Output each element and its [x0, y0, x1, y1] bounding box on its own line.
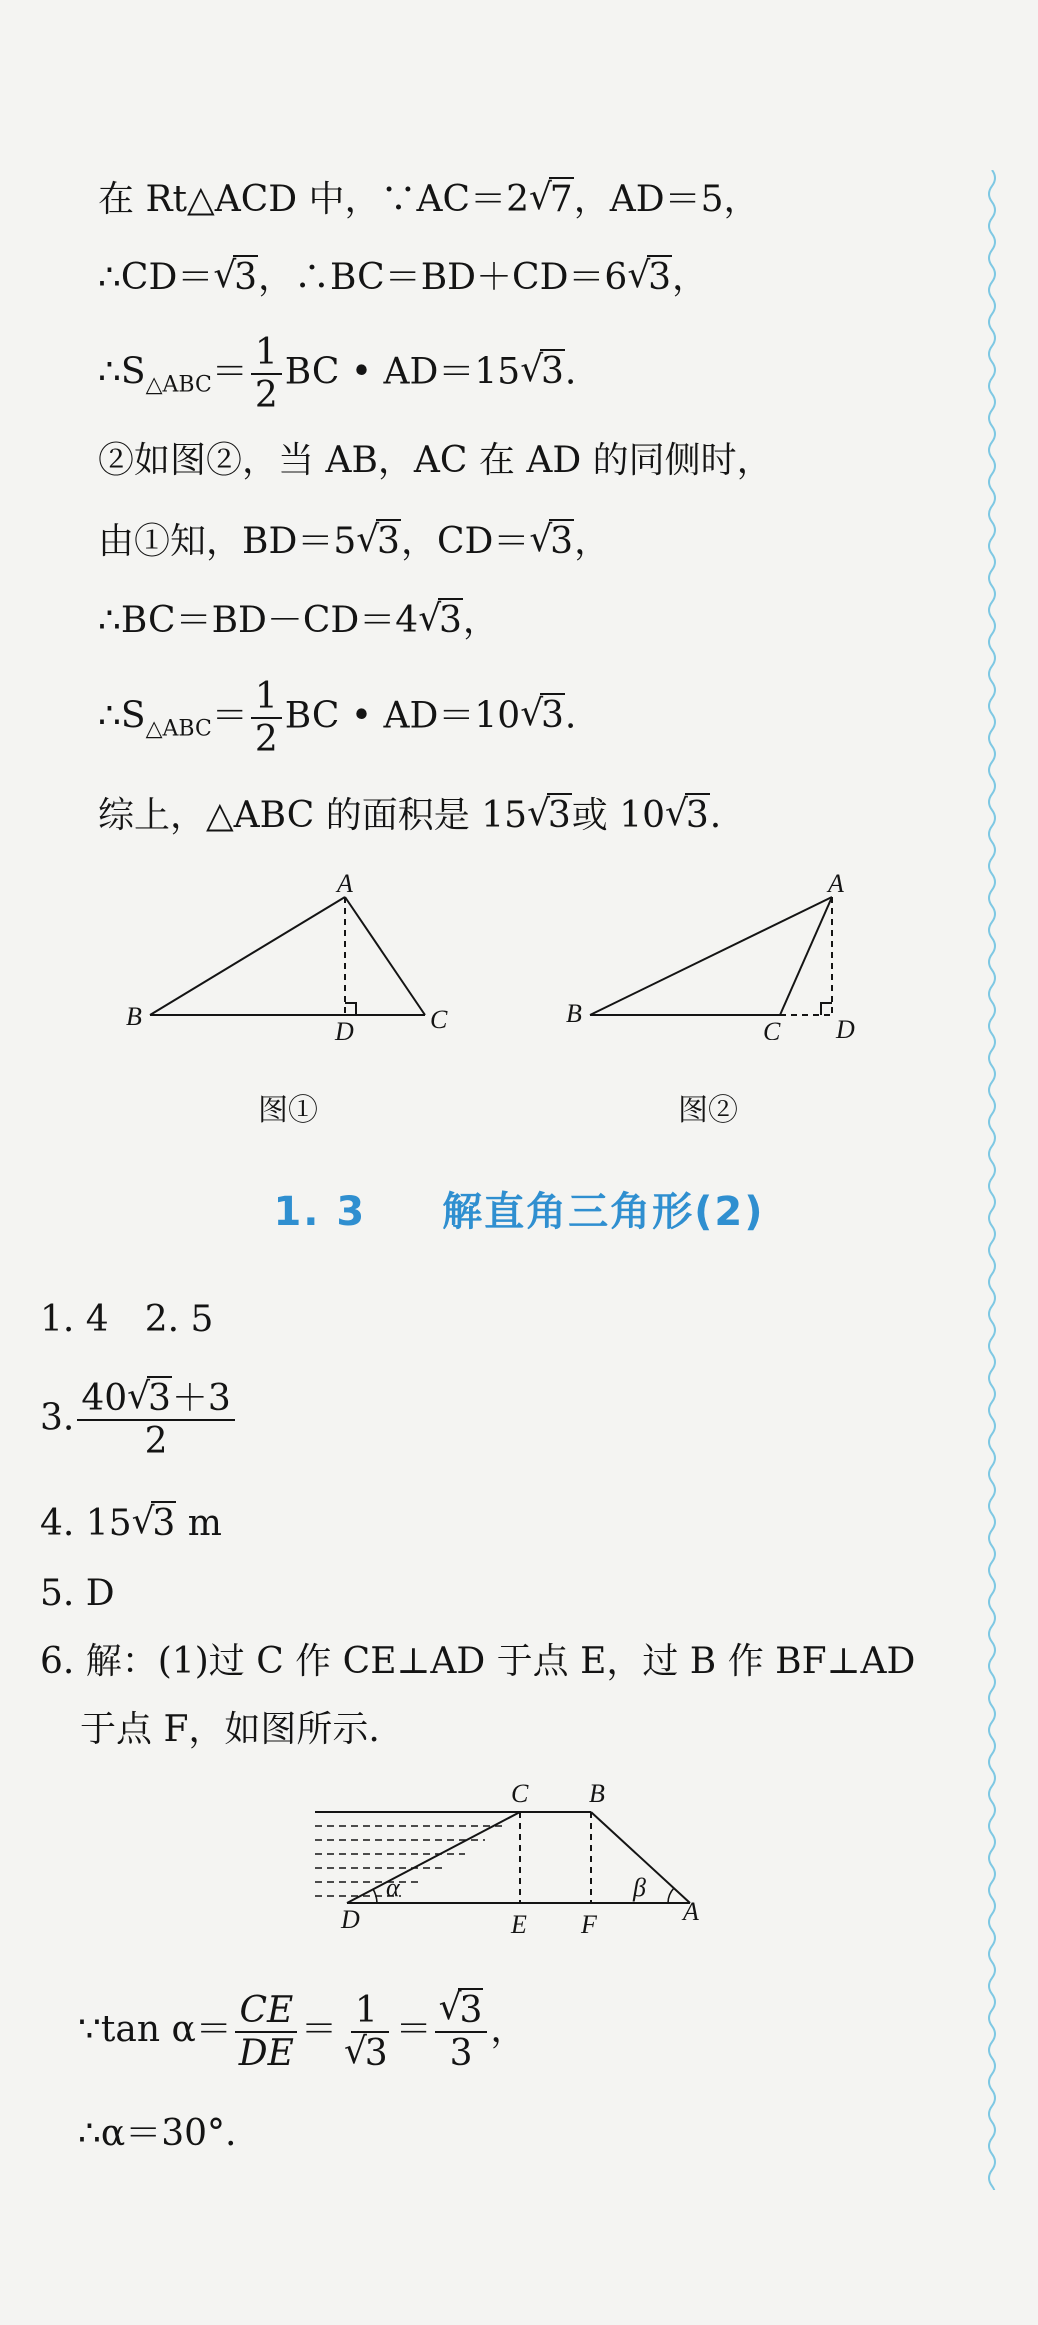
solution-line-6: ∴BC＝BD－CD＝4√ 3， [98, 597, 499, 645]
fraction-one-half: $\frac{1}{2}$ [251, 676, 282, 761]
figure-1-triangle [120, 860, 460, 1040]
figure-2-caption: 图② [678, 1093, 738, 1128]
label-A: A [828, 869, 844, 898]
label-alpha: α [386, 1873, 400, 1902]
label-A: A [337, 869, 353, 898]
label-D: D [836, 1015, 855, 1040]
label-B: B [566, 999, 582, 1028]
label-F: F [581, 1910, 597, 1939]
label-C: C [430, 1005, 448, 1034]
solution-line-5: 由①知，BD＝5√ 3，CD＝√ 3， [98, 518, 610, 566]
answer-6-line-2: 于点 F，如图所示. [80, 1709, 380, 1750]
solution-line-3: $\therefore S_{\triangle ABC}=$ $\frac{1}{2}$ BC • AD＝15√ 3. [98, 332, 576, 417]
solution-line-1: 在 Rt△ACD 中，∵AC＝2√ 7，AD＝5， [98, 176, 759, 224]
solution-line-2: ∴CD＝√ 3，∴BC＝BD＋CD＝6√ 3， [98, 254, 708, 302]
label-D: D [335, 1017, 354, 1040]
label-beta: β [633, 1873, 646, 1902]
answer-3-fraction: $\frac{40√ 3+3}{2}$ [77, 1378, 234, 1463]
label-B: B [589, 1779, 605, 1808]
answer-4: 4. 15√ 3 m [40, 1500, 222, 1548]
section-number: 1. 3 [273, 1189, 367, 1235]
dam-cross-section-figure [305, 1770, 725, 1940]
label-C: C [511, 1779, 529, 1808]
fraction-one-over-root-three: 1 √ 3 [340, 1990, 393, 2075]
label-C: C [763, 1017, 781, 1040]
answer-1-2: 1. 4 2. 5 [40, 1299, 214, 1340]
section-title: 解直角三角形(2) [442, 1189, 765, 1235]
solution-line-4: ②如图②，当 AB，AC 在 AD 的同侧时， [98, 440, 773, 481]
solution-line-7: $\therefore S_{\triangle ABC}=$ $\frac{1}{2}$ BC • AD＝10√ 3. [98, 676, 576, 761]
fraction-one-half: $\frac{1}{2}$ [251, 332, 282, 417]
fraction-root-three-over-three: √ $\frac{3}{3}$ [435, 1990, 488, 2075]
answer-5: 5. D [40, 1573, 115, 1614]
solution-line-8: 综上，△ABC 的面积是 15√ 3或 10√ 3. [98, 792, 721, 840]
margin-wavy-line [985, 170, 999, 2190]
figure-2-triangle [560, 860, 890, 1040]
tan-alpha-equation: ∵tan α＝ $\frac{CE}{DE}$ ＝ 1 √ 3 ＝ √ $\frac{3}{3}$ ， [78, 1982, 526, 2078]
section-heading [0, 1180, 1038, 1237]
answer-6-line-1: 6. 解：(1)过 C 作 CE⊥AD 于点 E，过 B 作 BF⊥AD [40, 1641, 916, 1682]
figure-1-caption: 图① [258, 1093, 318, 1128]
answer-3: 3. $\frac{40√ 3+3}{2}$ [40, 1378, 238, 1463]
label-E: E [511, 1910, 527, 1939]
label-D: D [341, 1905, 360, 1934]
label-B: B [126, 1002, 142, 1031]
fraction-ce-de: $\frac{CE}{DE}$ [235, 1990, 298, 2075]
alpha-result: ∴α＝30°. [78, 2113, 237, 2154]
label-A: A [683, 1897, 699, 1926]
